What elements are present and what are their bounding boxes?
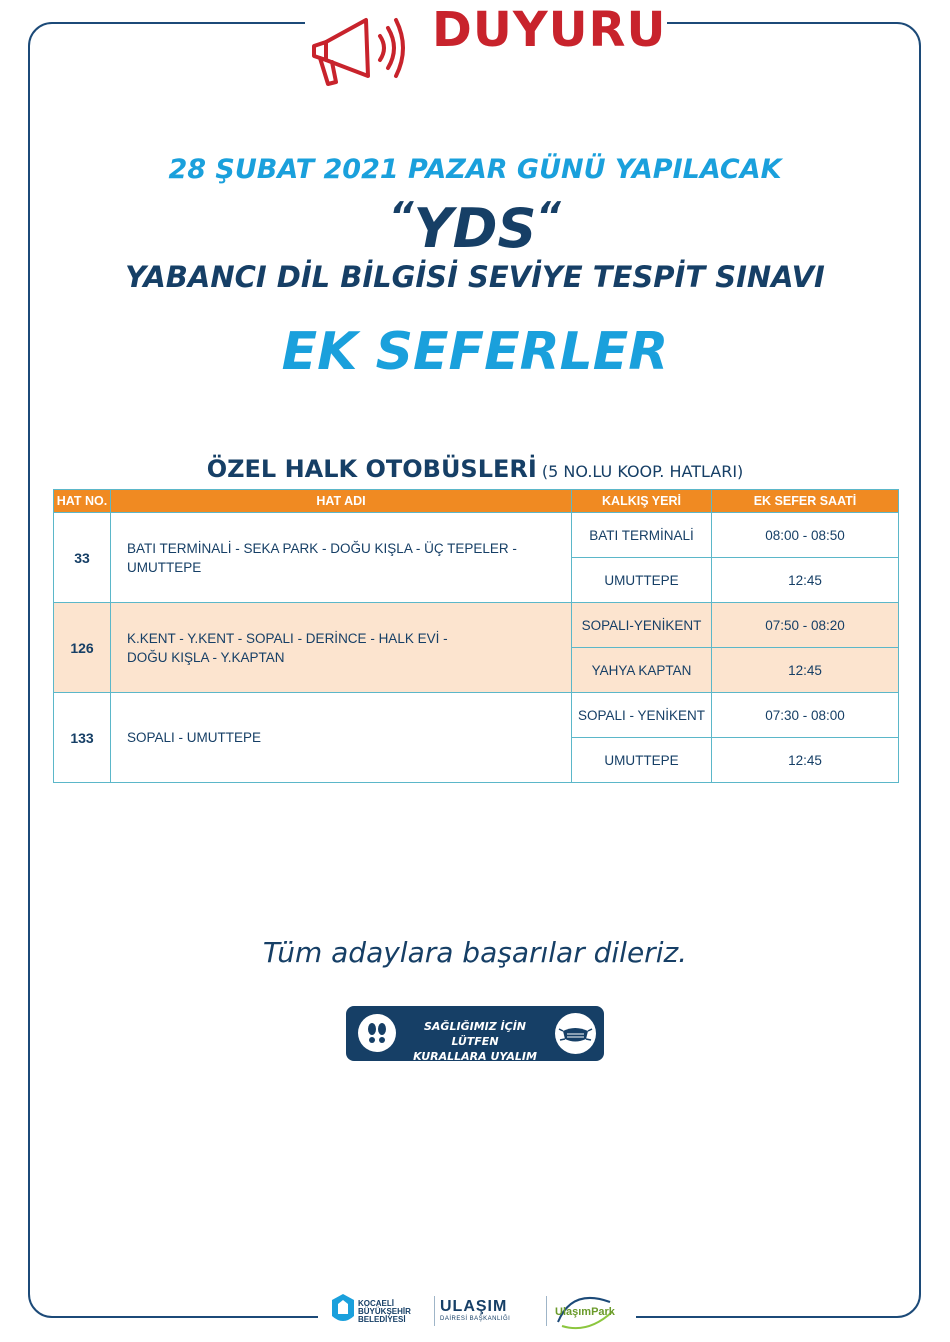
badge-line-1: SAĞLIĞIMIZ İÇİN LÜTFEN	[424, 1020, 526, 1048]
kocaeli-emblem-icon	[330, 1292, 356, 1326]
kbb-text	[358, 1300, 438, 1324]
time-cell: 07:30 - 08:00	[712, 693, 899, 738]
table-header-row	[54, 490, 899, 513]
closing-message: Tüm adaylara başarılar dileriz.	[262, 936, 688, 969]
logo-separator	[546, 1296, 547, 1326]
departure-cell: BATI TERMİNALİ	[572, 513, 712, 558]
logo-separator	[434, 1296, 435, 1326]
header-extra-time: EK SEFER SAATİ	[712, 490, 899, 513]
badge-text	[400, 1019, 550, 1064]
departure-cell: SOPALI-YENİKENT	[572, 603, 712, 648]
kocaeli-bb-logo	[330, 1292, 411, 1330]
departure-cell: YAHYA KAPTAN	[572, 648, 712, 693]
line-name-1: BATI TERMİNALİ - SEKA PARK - DOĞU KIŞLA - ÜÇ TEPELER - UMUTTEPE	[127, 540, 517, 575]
section-title-main: ÖZEL HALK OTOBÜSLERİ	[206, 455, 537, 483]
exam-name: YABANCI DİL BİLGİSİ SEVİYE TESPİT SINAVI	[125, 260, 825, 294]
exam-code	[0, 194, 950, 260]
quote-open: “	[389, 194, 414, 238]
kbb-line-2: BÜYÜKŞEHİR	[358, 1307, 411, 1316]
schedule-table	[53, 489, 899, 783]
line-name-1: SOPALI - UMUTTEPE	[127, 730, 262, 745]
ulasim-logo-subtitle: DAİRESİ BAŞKANLIĞI	[440, 1316, 511, 1322]
footer-logos	[330, 1288, 630, 1334]
kbb-line-1: KOCAELİ	[358, 1299, 394, 1308]
header-departure: KALKIŞ YERİ	[572, 490, 712, 513]
header-line-no: HAT NO.	[54, 490, 111, 513]
departure-cell: UMUTTEPE	[572, 738, 712, 783]
exam-code-text: YDS	[413, 197, 537, 260]
departure-cell: SOPALI - YENİKENT	[572, 693, 712, 738]
kbb-line-3: BELEDİYESİ	[358, 1315, 406, 1324]
section-title-sub: (5 NO.LU KOOP. HATLARI)	[541, 462, 744, 481]
announcement-title: DUYURU	[432, 2, 667, 58]
table-row	[54, 513, 899, 558]
exam-date-line: 28 ŞUBAT 2021 PAZAR GÜNÜ YAPILACAK	[168, 154, 782, 185]
face-mask-icon	[555, 1013, 596, 1054]
table-row	[54, 693, 899, 738]
ulasim-logo	[440, 1298, 510, 1322]
badge-line-2: KURALLARA UYALIM	[413, 1050, 537, 1063]
line-name-2: DOĞU KIŞLA - Y.KAPTAN	[127, 649, 285, 665]
footprints-icon	[358, 1014, 396, 1052]
line-number: 133	[54, 693, 111, 783]
line-name-1: K.KENT - Y.KENT - SOPALI - DERİNCE - HALK EVİ -	[127, 630, 448, 646]
ulasimpark-logo	[552, 1292, 616, 1332]
time-cell: 12:45	[712, 558, 899, 603]
line-name	[111, 513, 572, 603]
ulasimpark-text: UlaşımPark	[555, 1306, 615, 1318]
header-line-name: HAT ADI	[111, 490, 572, 513]
ulasim-logo-title: ULAŞIM	[440, 1298, 508, 1315]
table-row	[54, 603, 899, 648]
line-name	[111, 603, 572, 693]
line-number: 126	[54, 603, 111, 693]
time-cell: 07:50 - 08:20	[712, 603, 899, 648]
section-title	[0, 455, 950, 483]
headline: EK SEFERLER	[281, 322, 669, 382]
time-cell: 08:00 - 08:50	[712, 513, 899, 558]
line-number: 33	[54, 513, 111, 603]
quote-close: “	[536, 194, 561, 238]
megaphone-icon	[306, 6, 406, 88]
time-cell: 12:45	[712, 648, 899, 693]
health-rules-badge	[346, 1006, 604, 1061]
time-cell: 12:45	[712, 738, 899, 783]
departure-cell: UMUTTEPE	[572, 558, 712, 603]
line-name	[111, 693, 572, 783]
